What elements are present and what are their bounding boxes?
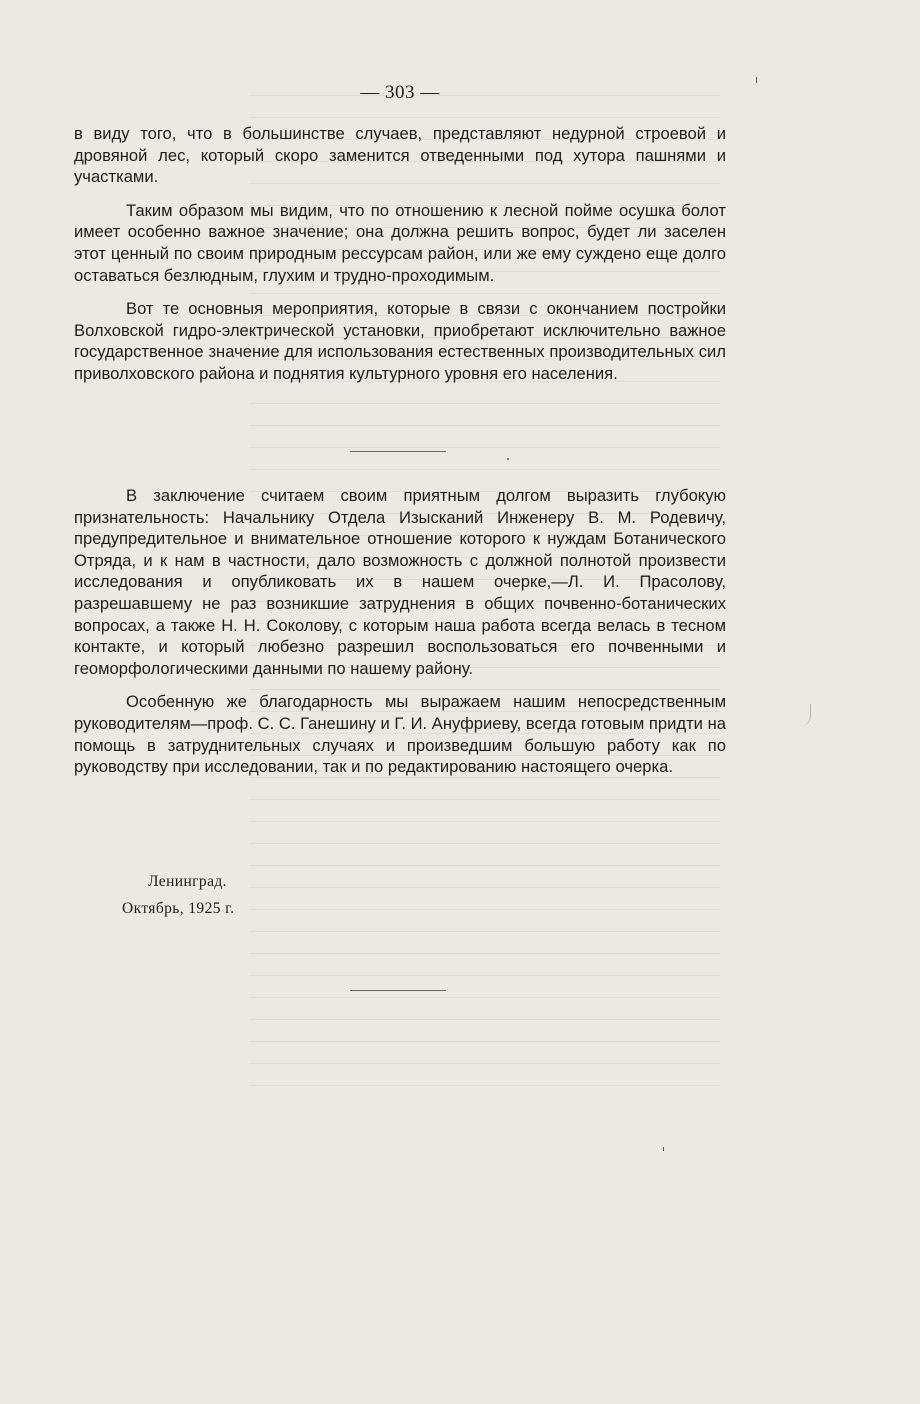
- signature-date: Октябрь, 1925 г.: [122, 900, 235, 917]
- page-number: — 303 —: [360, 82, 440, 103]
- margin-mark: [800, 704, 811, 726]
- signature-city: Ленинград.: [148, 873, 227, 890]
- paragraph-gratitude: Особенную же благодарность мы выражаем нашим непосредственным руководителям—проф. С. С. Ганешину и Г. И. Ануфриеву, всегда готовым придти на помощь в затруднительных случаях и произведшим большую работу как по руководству при исследовании, так и по редактированию настоящего очерка.: [74, 692, 726, 777]
- print-speck: [756, 77, 757, 83]
- paragraph-acknowledgement: В заключение считаем своим приятным долгом выразить глубокую признательность: Начальнику Отдела Изысканий Инженеру В. М. Родевичу, предупредительное и внимательное отношение которого к нуждам Ботанического Отряда, и к нам в частности, дало возможность с должной полнотой произвести исследования и опубликовать их в нашем очерке,—Л. И. Прасолову, разрешавшему не раз возникшие затруднения в общих почвенно-ботанических вопросах, а также Н. Н. Соколову, с которым наша работа всегда велась в тесном контакте, и который любезно разрешил воспользоваться его почвенными и геоморфологическими данными по нашему району.: [74, 486, 726, 678]
- paragraph-continuation: в виду того, что в большинстве случаев, представляют недурной строевой и дровяной лес, который скоро заменится отведенными под хутора пашнями и участками.: [74, 124, 726, 187]
- paragraph-forest-drainage: Таким образом мы видим, что по отношению к лесной пойме осушка болот имеет особенно важное значение; она должна решить вопрос, будет ли заселен этот ценный по своим природным рессурсам район, или же ему суждено еще долго оставаться безлюдным, глухим и трудно-проходимым.: [74, 200, 726, 285]
- end-divider: [350, 990, 446, 991]
- paragraph-measures: Вот те основныя мероприятия, которые в связи с окончанием постройки Волховской гидро-электрической установки, приобретают исключительно важное государственное значение для использования естественных производительных сил приволховского района и поднятия культурного уровня его населения.: [74, 299, 726, 383]
- body-section-continuation: [74, 123, 726, 385]
- print-speck: [663, 1147, 664, 1151]
- acknowledgements-section: [74, 485, 726, 778]
- print-speck: [507, 458, 509, 460]
- section-divider: [350, 451, 446, 452]
